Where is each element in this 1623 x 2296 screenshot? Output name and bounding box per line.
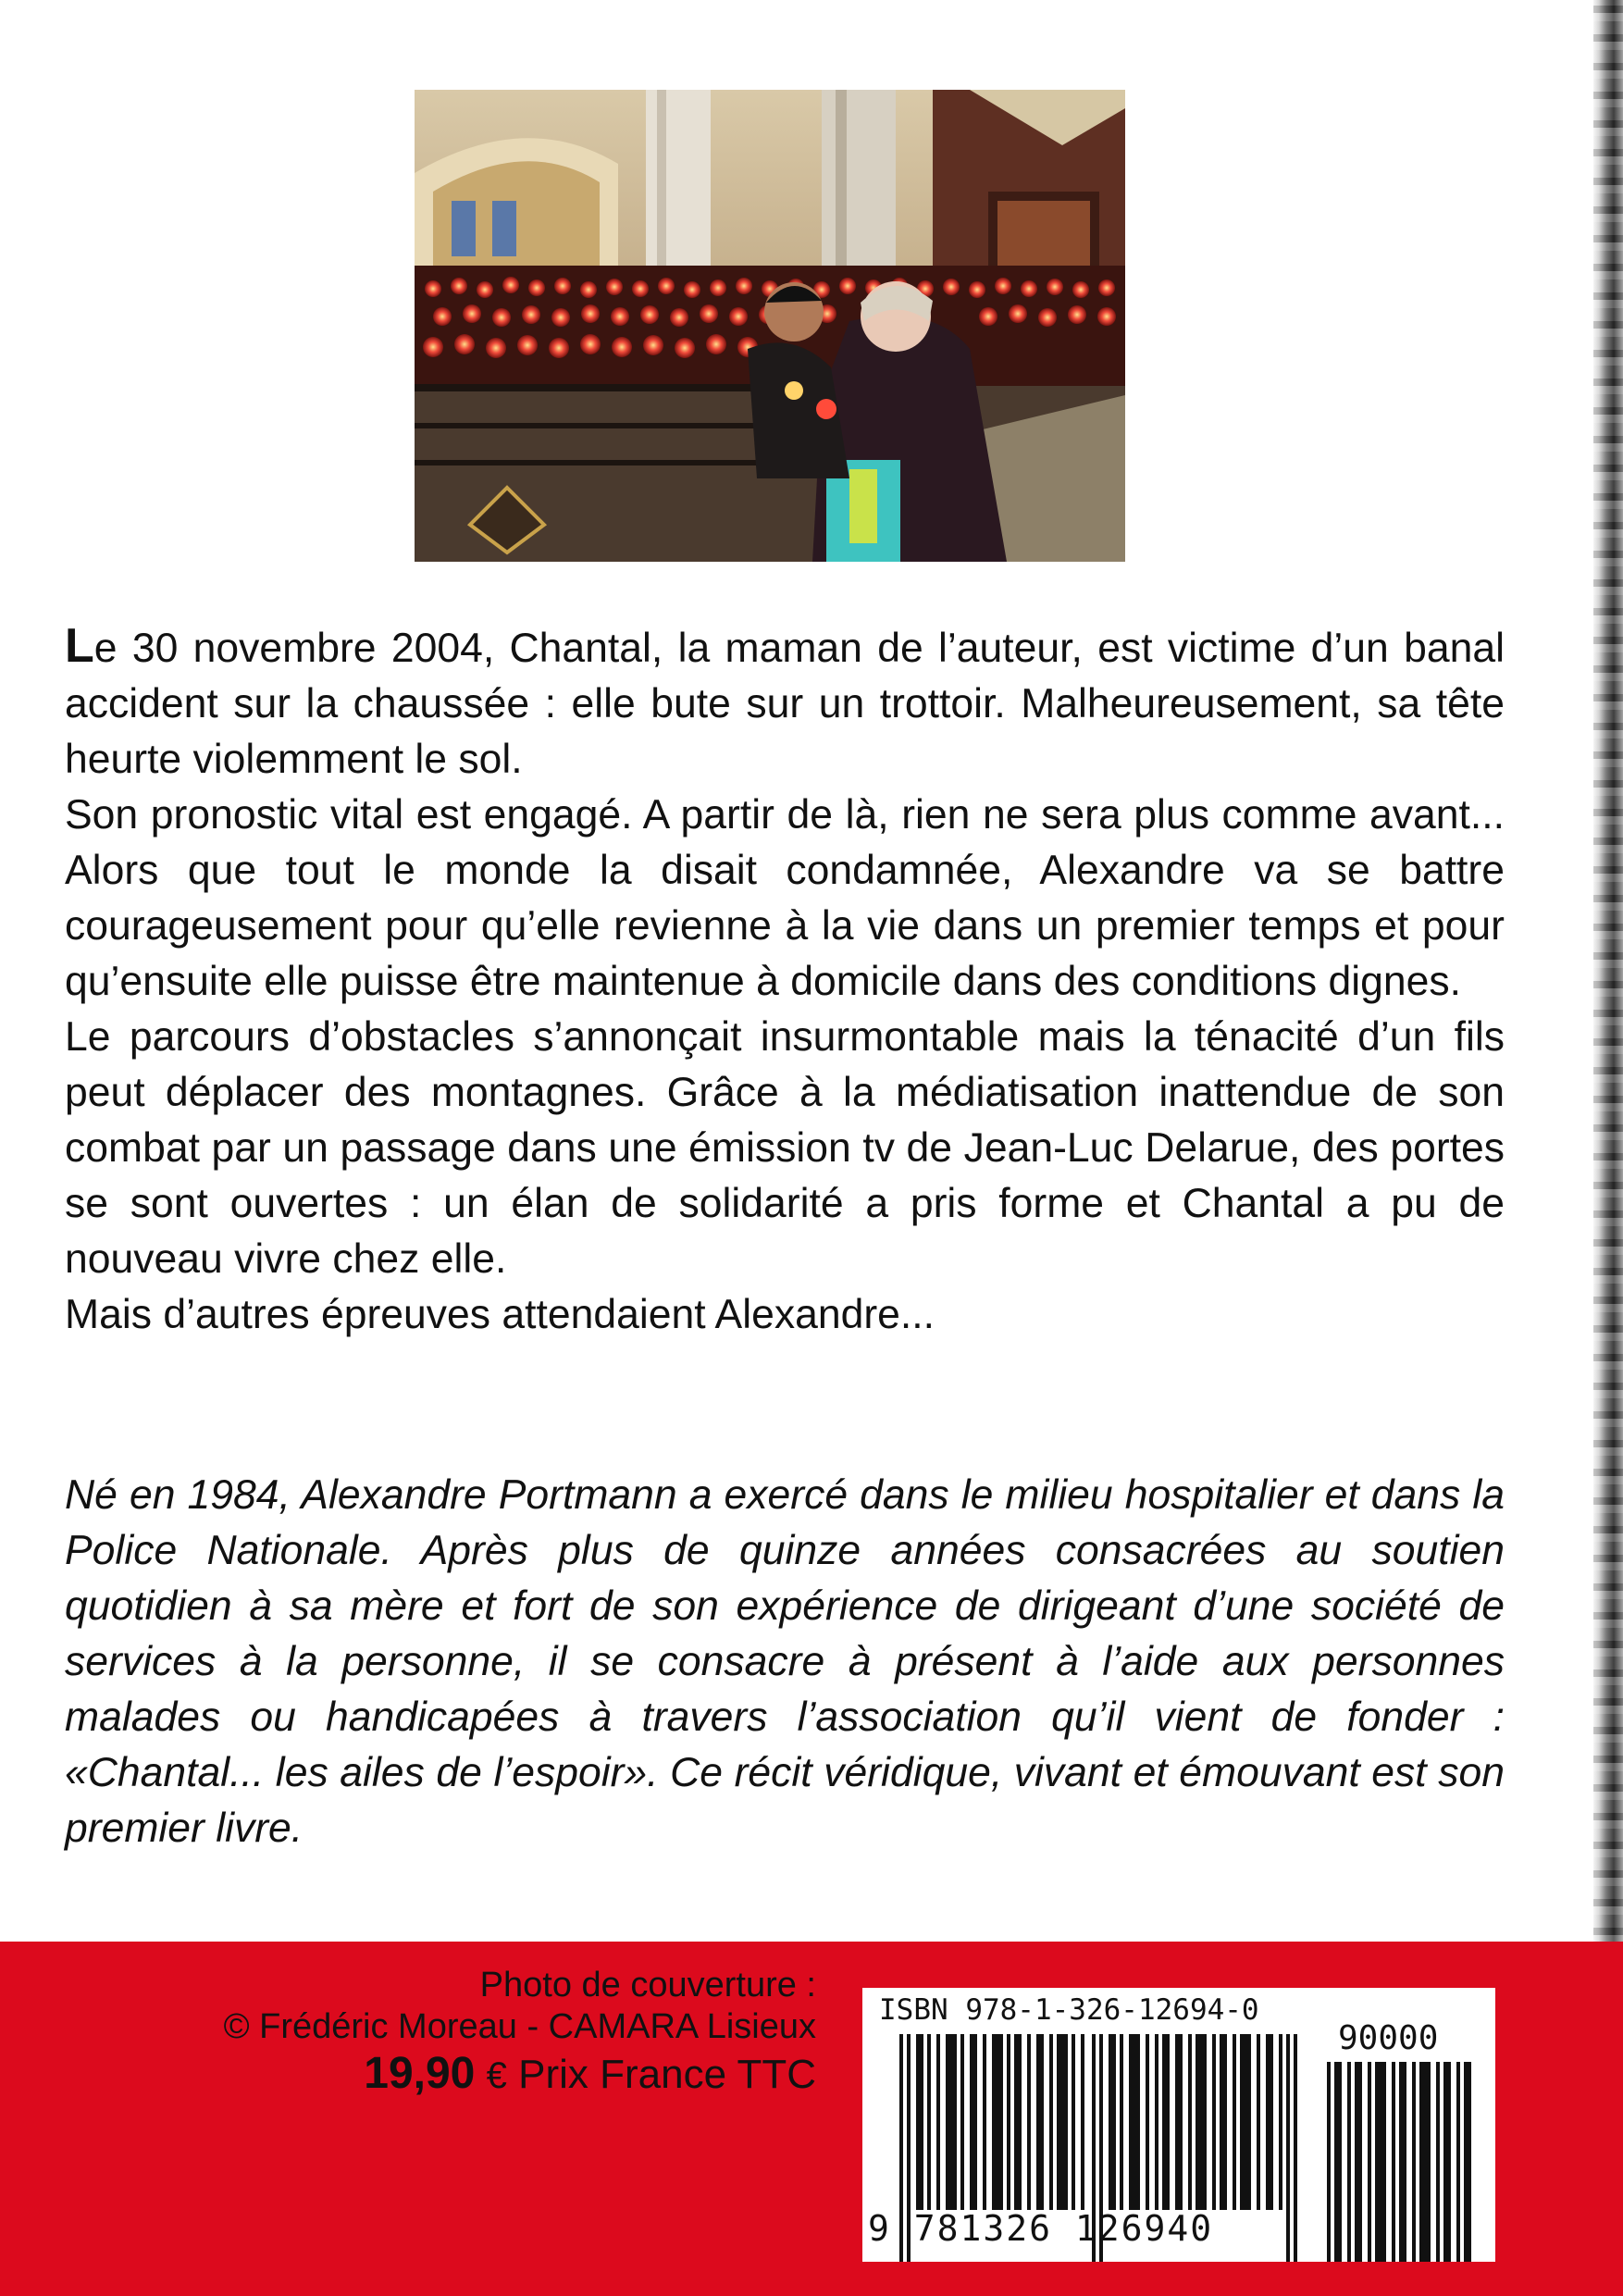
blurb-paragraph-1 (65, 618, 1505, 788)
cover-photo (415, 90, 1125, 562)
barcode-digits: 9 781326 126940 (868, 2208, 1214, 2249)
photo-credit-label: Photo de couverture : (479, 1966, 816, 2004)
blurb-paragraph-3: Le parcours d’obstacles s’annonçait insurmontable mais la ténacité d’un fils peut déplacer des montagnes. Grâce à la médiatisation inattendue de son combat par un passage dans une émission tv de Jean-Luc Delarue, des portes se sont ouvertes : un élan de solidarité a pris forme et Chantal a pu de nouveau vivre chez elle. (65, 1014, 1505, 1282)
author-bio (65, 1468, 1505, 1856)
price-value: 19,90 (364, 2049, 476, 2098)
photo-credit-name: © Frédéric Moreau - CAMARA Lisieux (223, 2007, 816, 2046)
isbn-barcode (862, 1988, 1495, 2262)
price-line (224, 2050, 816, 2100)
author-bio-text: Né en 1984, Alexandre Portmann a exercé dans le milieu hospitalier et dans la Police Nationale. Après plus de quinze années consacrées au soutien quotidien à sa mère et fort de son expérience de dirigeant d’une société de services à la personne, il se consacre à présent à l’aide aux personnes malades ou handicapées à travers l’association qu’il vient de fonder : «Chantal... les ailes de l’espoir». Ce récit véridique, vivant et émouvant est son premier livre. (65, 1472, 1505, 1851)
blurb-paragraph-2: Son pronostic vital est engagé. A partir de là, rien ne sera plus comme avant... Alors que tout le monde la disait condamnée, Alexandre va se battre courageusement pour qu’elle revienne à la vie dans un premier temps et pour qu’ensuite elle puisse être maintenue à domicile dans des conditions dignes. (65, 792, 1505, 1004)
drop-cap: L (65, 619, 94, 673)
back-cover-blurb (65, 618, 1505, 1343)
blurb-paragraph-1-text: e 30 novembre 2004, Chantal, la maman de l’auteur, est victime d’un banal accident sur la chaussée : elle bute sur un trottoir. Malheureusement, sa tête heurte violemment le sol. (65, 626, 1505, 782)
footer-credits (224, 1965, 816, 2100)
barcode-addon-bars (1327, 2062, 1475, 2262)
price-label: Prix France TTC (518, 2052, 816, 2097)
isbn-label: ISBN 978-1-326-12694-0 (879, 1993, 1259, 2027)
blurb-paragraph-4: Mais d’autres épreuves attendaient Alexandre... (65, 1292, 935, 1337)
price-currency: € (486, 2055, 507, 2096)
price-addon-label: 90000 (1338, 2019, 1439, 2057)
cover-edge-strip (1593, 0, 1623, 1943)
